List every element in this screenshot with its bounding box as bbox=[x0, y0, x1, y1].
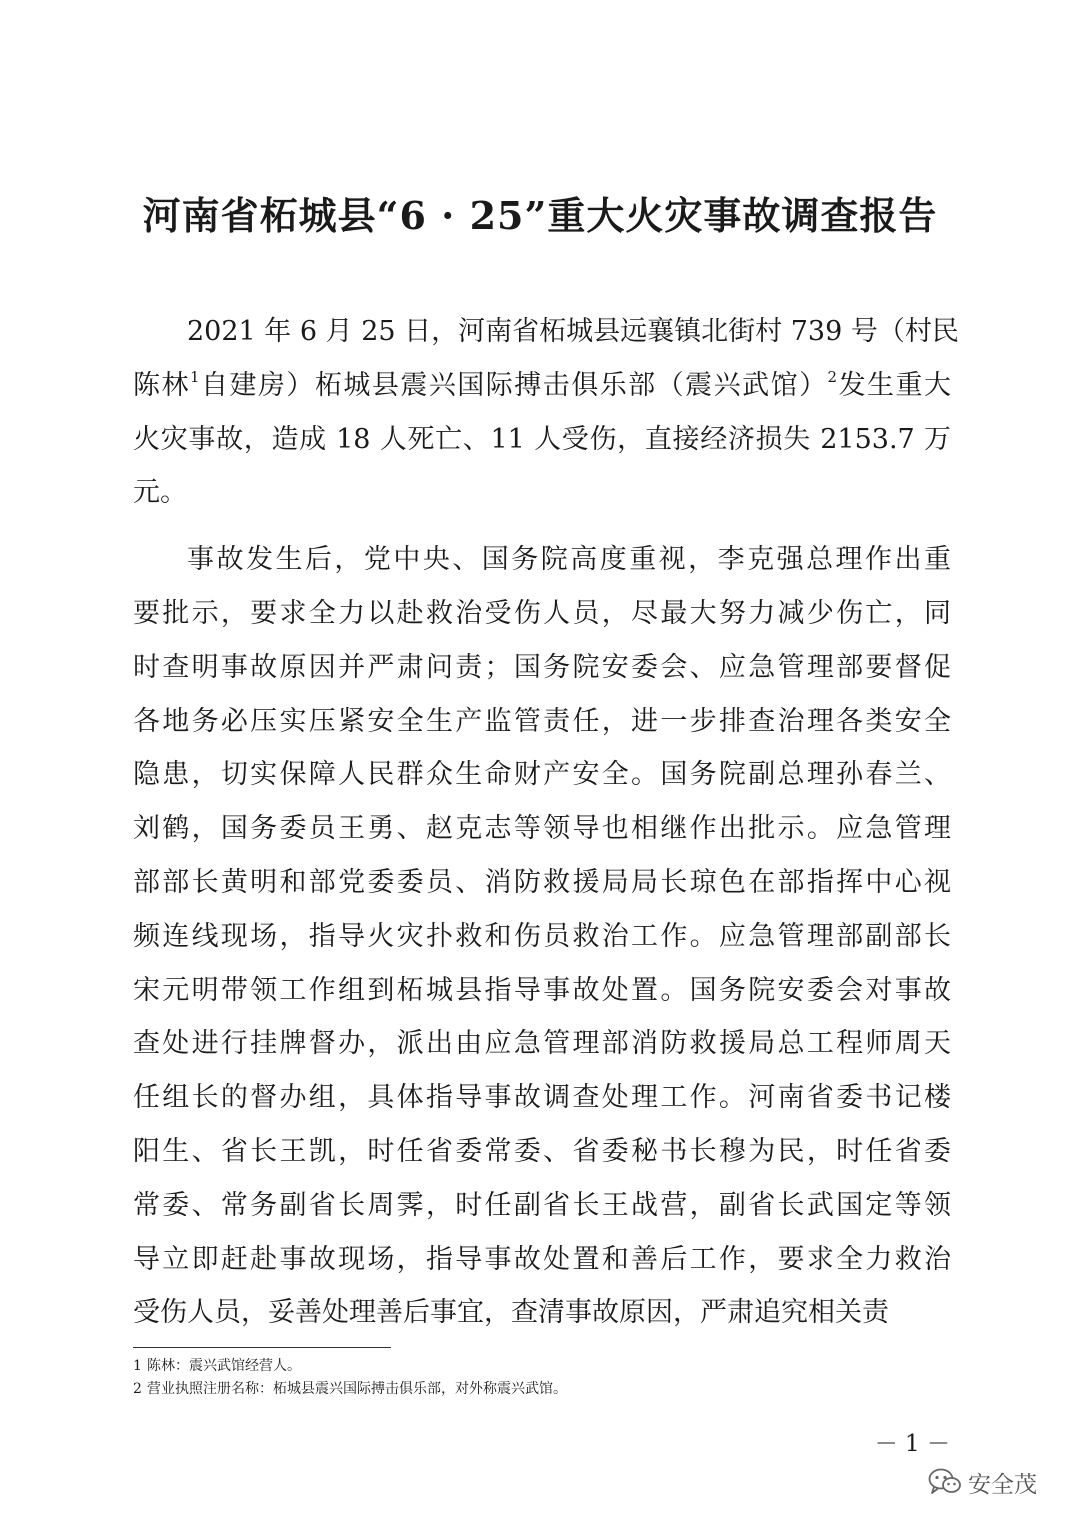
text-line bbox=[133, 856, 951, 910]
text-line bbox=[133, 1286, 951, 1340]
document-title: 河南省柘城县“6 · 25”重大火灾事故调查报告 bbox=[142, 193, 938, 238]
text-run: 导立即赶赴事故现场，指导事故处置和善后工作，要求全力救治 bbox=[133, 1243, 951, 1275]
footnote bbox=[133, 1378, 833, 1401]
text-line bbox=[133, 413, 951, 467]
text-run: 2021 年 6 月 25 日，河南省柘城县远襄镇北街村 739 号（村民 bbox=[187, 316, 959, 347]
footnote bbox=[133, 1355, 833, 1378]
text-run: 元。 bbox=[133, 477, 187, 509]
text-line bbox=[133, 1179, 951, 1233]
text-run: 各地务必压实压紧安全生产监管责任，进一步排查治理各类安全 bbox=[133, 705, 951, 737]
paragraph bbox=[133, 533, 951, 1340]
footnotes bbox=[133, 1355, 833, 1401]
text-run: 陈林 bbox=[133, 369, 190, 401]
text-line bbox=[133, 1071, 951, 1125]
text-line bbox=[133, 802, 951, 856]
page-number: － 1 － bbox=[874, 1431, 950, 1457]
text-line bbox=[133, 359, 951, 413]
text-run: 阳生、省长王凯，时任省委常委、省委秘书长穆为民，时任省委 bbox=[133, 1135, 951, 1167]
text-line bbox=[133, 1233, 951, 1287]
text-line bbox=[133, 695, 951, 749]
footnote-number: 1 bbox=[133, 1358, 142, 1374]
footnote-reference: 2 bbox=[827, 367, 838, 386]
text-line bbox=[133, 964, 951, 1018]
text-run: 要批示，要求全力以赴救治受伤人员，尽最大努力减少伤亡，同 bbox=[133, 597, 951, 629]
text-run: 火灾事故，造成 18 人死亡、11 人受伤，直接经济损失 2153.7 万 bbox=[133, 423, 951, 455]
text-run: 刘鹤，国务委员王勇、赵克志等领导也相继作出批示。应急管理 bbox=[133, 813, 951, 845]
text-run: 发生重大 bbox=[837, 369, 952, 401]
watermark-text: 安全茂 bbox=[968, 1471, 1037, 1498]
text-line bbox=[133, 1017, 951, 1071]
text-run: 查处进行挂牌督办，派出由应急管理部消防救援局总工程师周天 bbox=[133, 1028, 951, 1060]
text-line bbox=[133, 466, 951, 520]
text-run: 时查明事故原因并严肃问责；国务院安委会、应急管理部要督促 bbox=[133, 651, 951, 683]
text-run: 自建房）柘城县震兴国际搏击俱乐部（震兴武馆） bbox=[199, 369, 828, 401]
text-line bbox=[133, 533, 951, 587]
document-body bbox=[133, 305, 959, 1340]
text-run: 任组长的督办组，具体指导事故调查处理工作。河南省委书记楼 bbox=[133, 1082, 951, 1114]
footnote-reference: 1 bbox=[189, 367, 200, 386]
watermark bbox=[928, 1466, 1037, 1498]
text-run: 频连线现场，指导火灾扑救和伤员救治工作。应急管理部副部长 bbox=[133, 920, 951, 952]
text-run: 宋元明带领工作组到柘城县指导事故处置。国务院安委会对事故 bbox=[133, 974, 951, 1006]
paragraph bbox=[133, 305, 959, 520]
text-run: 常委、常务副省长周霁，时任副省长王战营，副省长武国定等领 bbox=[133, 1189, 951, 1221]
footnote-text: 营业执照注册名称：柘城县震兴国际搏击俱乐部，对外称震兴武馆。 bbox=[147, 1381, 567, 1397]
text-line bbox=[133, 587, 951, 641]
text-run: 受伤人员，妥善处理善后事宜，查清事故原因，严肃追究相关责 bbox=[133, 1297, 889, 1329]
footnote-text: 陈林：震兴武馆经营人。 bbox=[147, 1358, 301, 1374]
text-line bbox=[133, 641, 951, 695]
text-run: 事故发生后，党中央、国务院高度重视，李克强总理作出重 bbox=[187, 544, 951, 576]
text-line bbox=[133, 910, 951, 964]
text-run: 部部长黄明和部党委委员、消防救援局局长琼色在部指挥中心视 bbox=[133, 866, 951, 898]
text-line bbox=[133, 305, 959, 359]
text-run: 隐患，切实保障人民群众生命财产安全。国务院副总理孙春兰、 bbox=[133, 759, 951, 791]
footnote-number: 2 bbox=[133, 1381, 142, 1397]
footnote-separator bbox=[133, 1347, 391, 1348]
paragraph-gap bbox=[133, 520, 951, 533]
text-line bbox=[133, 1125, 951, 1179]
text-line bbox=[133, 748, 951, 802]
wechat-icon bbox=[928, 1468, 962, 1496]
